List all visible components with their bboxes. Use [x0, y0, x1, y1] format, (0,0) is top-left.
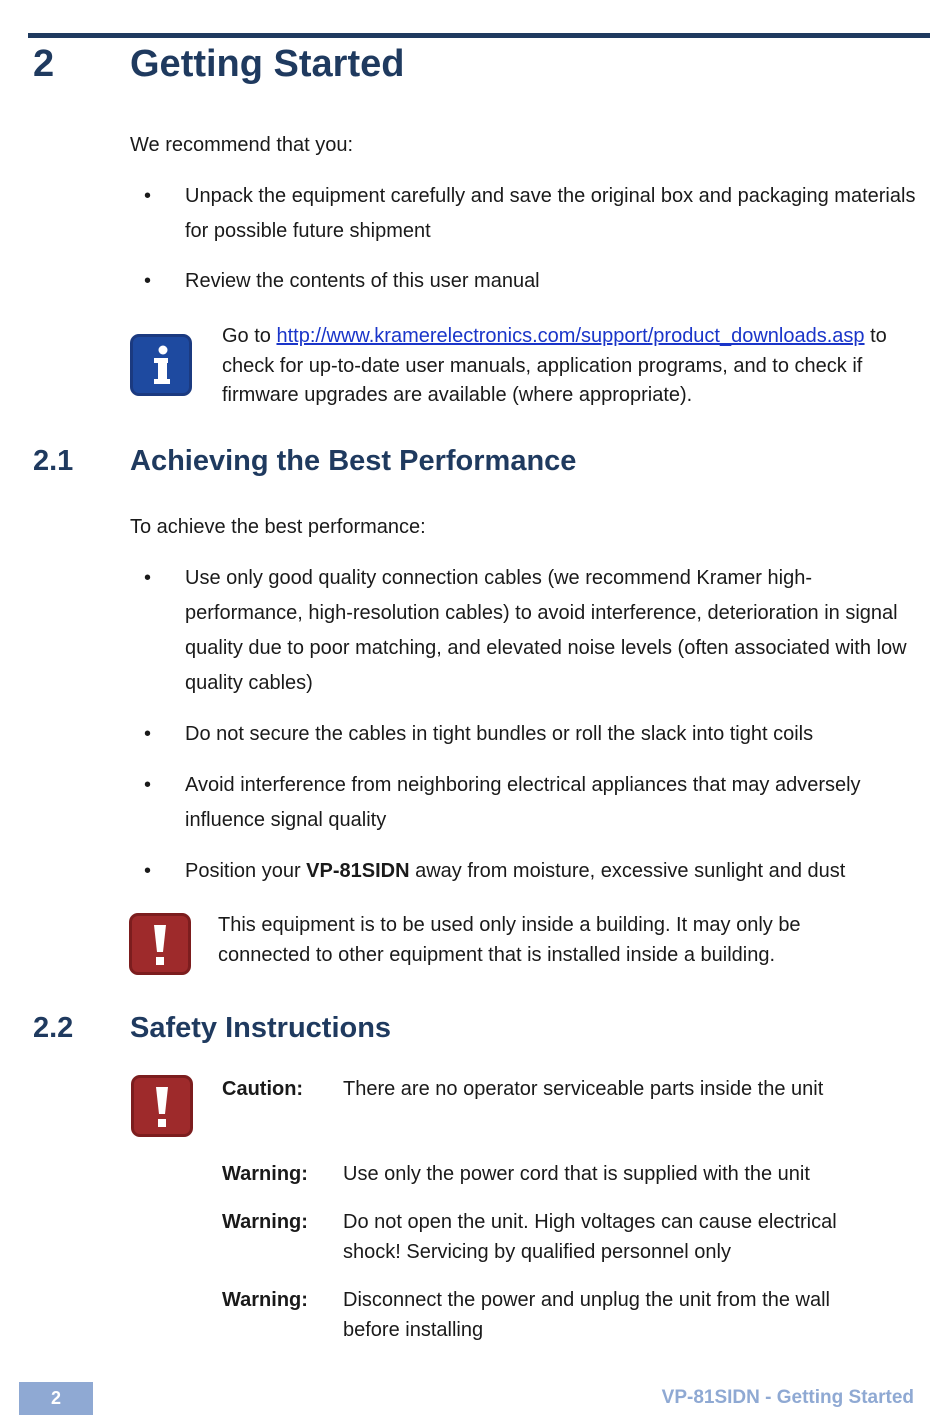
section-2-1-intro: To achieve the best performance: — [130, 516, 426, 538]
warning-icon — [131, 1075, 193, 1137]
footer-page-number: 2 — [19, 1382, 93, 1415]
bullet-icon: • — [144, 270, 152, 292]
bullet-icon: • — [144, 723, 152, 745]
product-name: VP-81SIDN — [306, 860, 410, 882]
safety-text: Use only the power cord that is supplied with the unit — [343, 1163, 810, 1185]
section-2-2-title: Safety Instructions — [130, 1012, 392, 1044]
list-item: • Do not secure the cables in tight bundles or roll the slack into tight coils — [130, 717, 920, 752]
safety-label: Warning: — [222, 1289, 308, 1311]
bullet-icon: • — [144, 860, 152, 882]
info-note: Go to http://www.kramerelectronics.com/support/product_downloads.asp to check for up-to-date user manuals, application programs, and to check if firmware upgrades are available (where appropriate). — [222, 325, 887, 406]
chapter-number: 2 — [33, 43, 55, 85]
warning-icon — [129, 913, 191, 975]
list-item: • Position your VP-81SIDN away from moisture, excessive sunlight and dust — [130, 854, 920, 889]
list-item: • Review the contents of this user manual — [130, 264, 920, 299]
safety-text: Disconnect the power and unplug the unit from the wall before installing — [343, 1289, 830, 1341]
safety-label: Caution: — [222, 1078, 304, 1100]
top-rule — [28, 33, 930, 38]
warning-note: This equipment is to be used only inside a building. It may only be connected to other equipment that is installed inside a building. — [218, 914, 801, 966]
bullet-icon: • — [144, 185, 152, 207]
info-icon — [130, 334, 192, 396]
footer-title: VP-81SIDN - Getting Started — [661, 1387, 914, 1408]
section-2-1-title: Achieving the Best Performance — [130, 445, 577, 477]
safety-text: There are no operator serviceable parts inside the unit — [343, 1078, 824, 1100]
support-link[interactable]: http://www.kramerelectronics.com/support/product_downloads.asp — [276, 325, 865, 347]
list-item: • Use only good quality connection cables (we recommend Kramer high-performance, high-resolution cables) to avoid interference, deterioration in signal quality due to poor matching, and elevated noise levels (often associated with low quality cables) — [130, 561, 920, 701]
intro-text: We recommend that you: — [130, 134, 354, 156]
list-item: • Avoid interference from neighboring electrical appliances that may adversely influence signal quality — [130, 768, 920, 838]
safety-text: Do not open the unit. High voltages can cause electrical shock! Servicing by qualified personnel only — [343, 1211, 837, 1263]
section-2-2-number: 2.2 — [33, 1012, 74, 1044]
safety-label: Warning: — [222, 1211, 308, 1233]
safety-label: Warning: — [222, 1163, 308, 1185]
chapter-title: Getting Started — [130, 43, 405, 85]
bullet-icon: • — [144, 567, 152, 589]
bullet-icon: • — [144, 774, 152, 796]
list-item: • Unpack the equipment carefully and save the original box and packaging materials for possible future shipment — [130, 179, 920, 249]
section-2-1-number: 2.1 — [33, 445, 74, 477]
